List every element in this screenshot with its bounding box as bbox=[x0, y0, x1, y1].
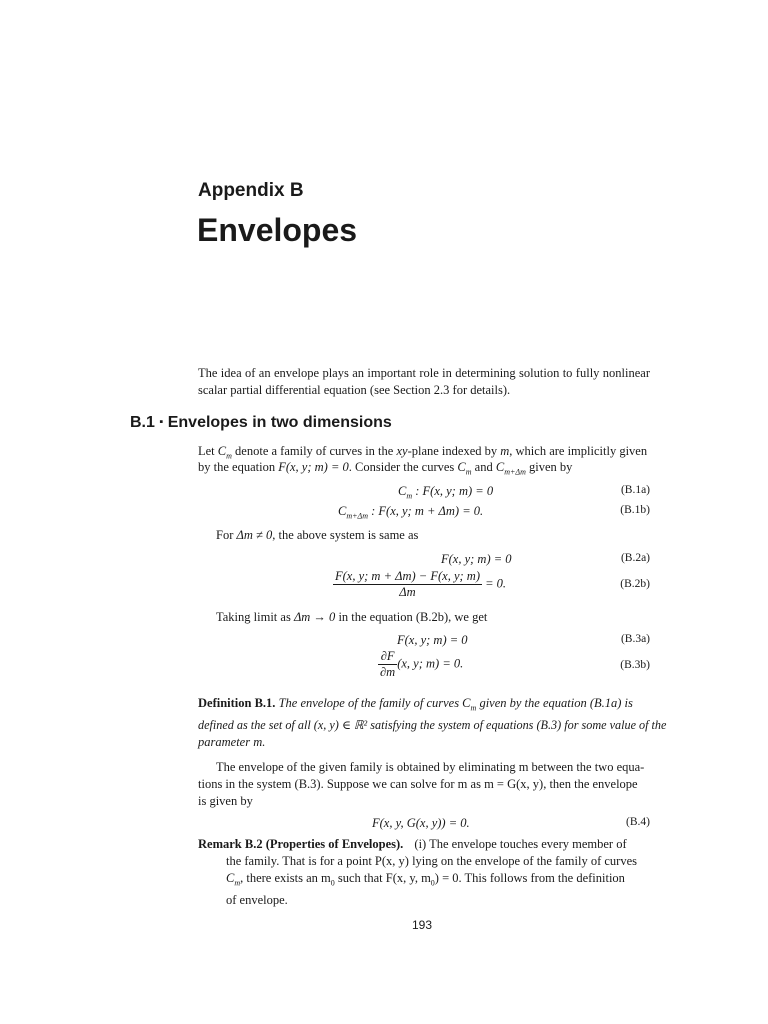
remark-line4: of envelope. bbox=[226, 892, 288, 907]
fraction-denominator: ∂m bbox=[380, 665, 396, 679]
remark-text: ) = 0. This follows from the definition bbox=[434, 871, 625, 885]
eq-sub: m bbox=[406, 491, 413, 501]
para2-line2: tions in the system (B.3). Suppose we can solve for m as m = G(x, y), then the envelope bbox=[198, 777, 638, 791]
math-eq: F(x, y; m) = 0 bbox=[278, 460, 349, 474]
text-run: , which are implicitly given bbox=[509, 444, 648, 458]
text-run: -plane indexed by bbox=[407, 444, 501, 458]
math-cm: $C_m$ bbox=[217, 444, 232, 461]
equation-b3b bbox=[378, 649, 463, 680]
remark-text: (i) The envelope touches every member of bbox=[414, 837, 627, 851]
fraction bbox=[378, 649, 397, 680]
section-title: Envelopes in two dimensions bbox=[167, 414, 392, 431]
eq-lhs: C bbox=[398, 484, 407, 498]
equation-b2a: F(x, y; m) = 0 bbox=[441, 552, 512, 566]
math-inline: Δm → 0 bbox=[293, 610, 336, 624]
text-run: in the equation (B.2b), we get bbox=[335, 610, 488, 624]
math-cmdm: $C_{m+\Delta m}$ bbox=[495, 460, 526, 477]
math-sub: m bbox=[234, 878, 241, 888]
math-sub: 0 bbox=[430, 878, 435, 888]
remark-line1 bbox=[198, 836, 650, 853]
intro-paragraph: The idea of an envelope plays an important role in determining solution to fully nonlinear scalar partial differential equation (see Section 2.3 for details). bbox=[198, 366, 650, 397]
definition-line3: parameter m. bbox=[198, 734, 266, 749]
section-heading bbox=[130, 414, 392, 432]
eq-rhs: (x, y; m) = 0. bbox=[397, 656, 464, 671]
eq-rhs: : F(x, y; m) = 0 bbox=[415, 484, 494, 498]
eqnum-b2a: (B.2a) bbox=[620, 552, 650, 564]
appendix-label: Appendix B bbox=[198, 180, 304, 201]
math-m: m bbox=[500, 444, 510, 458]
eq-rhs: = 0. bbox=[485, 576, 507, 591]
text-run: . Consider the curves bbox=[348, 460, 458, 474]
text-run: by the equation bbox=[198, 460, 279, 474]
remark-line3 bbox=[198, 870, 650, 892]
eqnum-b1b: (B.1b) bbox=[620, 504, 650, 516]
equation-b1a bbox=[398, 483, 493, 505]
text-run: given by bbox=[525, 460, 573, 474]
equation-b2b bbox=[333, 569, 506, 600]
fraction bbox=[333, 569, 482, 600]
eqnum-b2b: (B.2b) bbox=[620, 578, 650, 590]
section-number: B.1 bbox=[130, 414, 155, 431]
para2-line3: is given by bbox=[198, 794, 253, 808]
remark-block bbox=[198, 836, 650, 909]
eqnum-b1a: (B.1a) bbox=[620, 484, 650, 496]
definition-line2: defined as the set of all (x, y) ∈ ℝ² satisfying the system of equations (B.3) for some value of the bbox=[198, 717, 667, 732]
eq-lhs: C bbox=[338, 504, 347, 518]
eqnum-b3a: (B.3a) bbox=[620, 633, 650, 645]
fraction-denominator: Δm bbox=[399, 585, 416, 599]
math-cm: $C_m$ bbox=[457, 460, 472, 477]
definition-label: Definition B.1. bbox=[198, 696, 276, 710]
math-c: C bbox=[226, 871, 235, 885]
eq-sub: m+Δm bbox=[346, 511, 368, 521]
equation-b3a: F(x, y; m) = 0 bbox=[397, 633, 468, 647]
remark-text: such that F(x, y, m bbox=[334, 871, 431, 885]
limit-line bbox=[216, 609, 487, 626]
text-run: , the above system is same as bbox=[272, 528, 419, 542]
para1-line2 bbox=[198, 459, 650, 481]
math-xy: xy bbox=[396, 444, 408, 458]
text-run: For bbox=[216, 528, 237, 542]
math-sub: 0 bbox=[330, 878, 335, 888]
remark-line2: the family. That is for a point P(x, y) lying on the envelope of the family of curves bbox=[226, 854, 638, 868]
section-separator: ▪ bbox=[159, 416, 164, 428]
chapter-title: Envelopes bbox=[197, 212, 358, 248]
definition-text: The envelope of the family of curves C bbox=[278, 696, 471, 710]
equation-b1b bbox=[338, 503, 483, 525]
definition-block bbox=[198, 695, 667, 751]
text-run: and bbox=[471, 460, 496, 474]
text-run: Taking limit as bbox=[216, 610, 294, 624]
definition-line1 bbox=[198, 695, 650, 717]
definition-text: given by the equation (B.1a) is bbox=[476, 696, 633, 710]
eqnum-b4: (B.4) bbox=[626, 816, 650, 828]
equation-b4: F(x, y, G(x, y)) = 0. bbox=[372, 816, 470, 830]
para2-line1: The envelope of the given family is obtained by eliminating m between the two equa- bbox=[216, 760, 645, 774]
para2 bbox=[198, 759, 650, 810]
page-number: 193 bbox=[412, 918, 433, 932]
eq-rhs: : F(x, y; m + Δm) = 0. bbox=[371, 504, 484, 518]
remark-text: , there exists an m bbox=[240, 871, 331, 885]
eqnum-b3b: (B.3b) bbox=[620, 659, 650, 671]
text-run: denote a family of curves in the bbox=[231, 444, 397, 458]
math-inline: Δm ≠ 0 bbox=[236, 528, 273, 542]
definition-sub: m bbox=[470, 703, 477, 713]
remark-label: Remark B.2 (Properties of Envelopes). bbox=[198, 837, 404, 851]
text-run: Let bbox=[198, 444, 218, 458]
fraction-numerator: F(x, y; m + Δm) − F(x, y; m) bbox=[335, 569, 480, 583]
for-line bbox=[216, 527, 418, 544]
fraction-numerator: ∂F bbox=[378, 649, 397, 665]
